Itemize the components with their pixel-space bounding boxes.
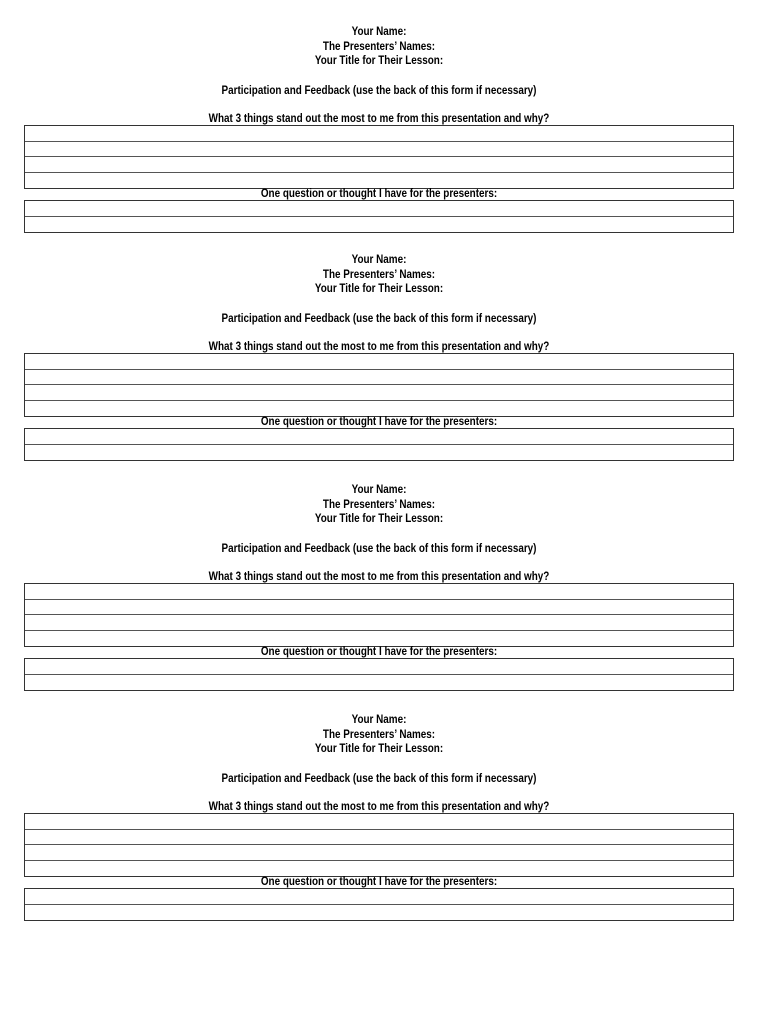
three-things-question: What 3 things stand out the most to me from this presentation and why? — [208, 801, 550, 814]
three-things-answer-area[interactable] — [24, 583, 734, 647]
answer-line[interactable] — [25, 861, 733, 877]
answer-line[interactable] — [25, 814, 733, 830]
feedback-form-3 — [24, 483, 734, 691]
answer-line[interactable] — [25, 354, 733, 370]
answer-line[interactable] — [25, 830, 733, 846]
answer-line[interactable] — [25, 201, 733, 217]
lesson-title-label: Your Title for Their Lesson: — [314, 55, 444, 68]
presenters-names-label: The Presenters’ Names: — [322, 728, 436, 741]
answer-line[interactable] — [25, 385, 733, 401]
answer-line[interactable] — [25, 217, 733, 233]
feedback-form-4 — [24, 713, 734, 921]
three-things-question: What 3 things stand out the most to me from this presentation and why? — [208, 341, 550, 354]
three-things-question: What 3 things stand out the most to me from this presentation and why? — [208, 571, 550, 584]
your-name-label: Your Name: — [351, 714, 407, 726]
answer-line[interactable] — [25, 845, 733, 861]
feedback-form-1 — [24, 25, 734, 233]
answer-line[interactable] — [25, 142, 733, 158]
answer-line[interactable] — [25, 905, 733, 921]
answer-line[interactable] — [25, 429, 733, 445]
answer-line[interactable] — [25, 126, 733, 142]
feedback-form-2 — [24, 253, 734, 461]
presenters-names-label: The Presenters’ Names: — [322, 268, 436, 281]
question-answer-area[interactable] — [24, 658, 734, 691]
answer-line[interactable] — [25, 370, 733, 386]
lesson-title-label: Your Title for Their Lesson: — [314, 513, 444, 526]
answer-line[interactable] — [25, 157, 733, 173]
question-for-presenters-label: One question or thought I have for the presenters: — [260, 416, 498, 429]
answer-line[interactable] — [25, 615, 733, 631]
participation-feedback-heading: Participation and Feedback (use the back of this form if necessary) — [221, 313, 537, 326]
presenters-names-label: The Presenters’ Names: — [322, 498, 436, 511]
three-things-question: What 3 things stand out the most to me from this presentation and why? — [208, 113, 550, 126]
answer-line[interactable] — [25, 445, 733, 461]
answer-line[interactable] — [25, 584, 733, 600]
answer-line[interactable] — [25, 889, 733, 905]
three-things-answer-area[interactable] — [24, 353, 734, 417]
your-name-label: Your Name: — [351, 26, 407, 38]
your-name-label: Your Name: — [351, 484, 407, 496]
question-answer-area[interactable] — [24, 428, 734, 461]
question-for-presenters-label: One question or thought I have for the presenters: — [260, 876, 498, 889]
answer-line[interactable] — [25, 401, 733, 417]
answer-line[interactable] — [25, 631, 733, 647]
participation-feedback-heading: Participation and Feedback (use the back of this form if necessary) — [221, 85, 537, 98]
answer-line[interactable] — [25, 173, 733, 189]
question-for-presenters-label: One question or thought I have for the presenters: — [260, 188, 498, 201]
presenters-names-label: The Presenters’ Names: — [322, 40, 436, 53]
question-answer-area[interactable] — [24, 200, 734, 233]
answer-line[interactable] — [25, 600, 733, 616]
three-things-answer-area[interactable] — [24, 813, 734, 877]
participation-feedback-heading: Participation and Feedback (use the back of this form if necessary) — [221, 773, 537, 786]
lesson-title-label: Your Title for Their Lesson: — [314, 743, 444, 756]
answer-line[interactable] — [25, 659, 733, 675]
answer-line[interactable] — [25, 675, 733, 691]
question-answer-area[interactable] — [24, 888, 734, 921]
question-for-presenters-label: One question or thought I have for the presenters: — [260, 646, 498, 659]
three-things-answer-area[interactable] — [24, 125, 734, 189]
your-name-label: Your Name: — [351, 254, 407, 266]
lesson-title-label: Your Title for Their Lesson: — [314, 283, 444, 296]
participation-feedback-heading: Participation and Feedback (use the back of this form if necessary) — [221, 543, 537, 556]
